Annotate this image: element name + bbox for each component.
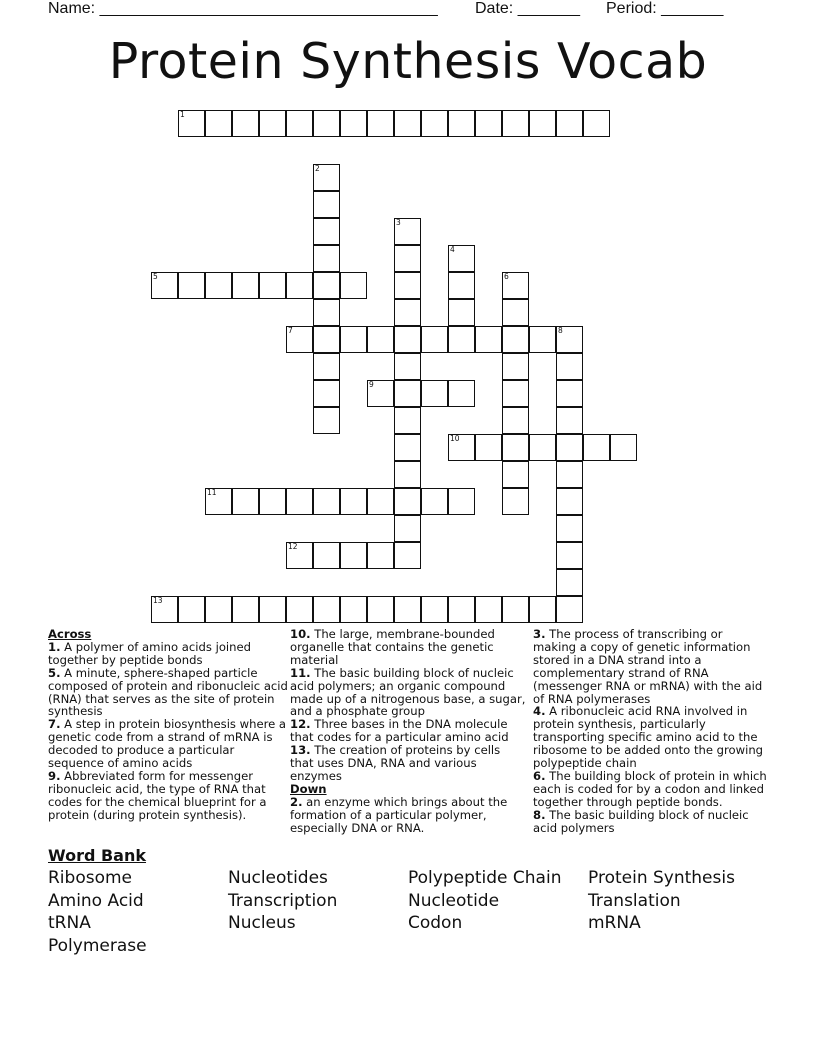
crossword-cell[interactable] (205, 488, 232, 515)
crossword-cell[interactable] (313, 488, 340, 515)
down-heading: Down (290, 781, 327, 796)
crossword-cell[interactable] (205, 596, 232, 623)
crossword-cell[interactable] (475, 434, 502, 461)
word-bank-title: Word Bank (48, 846, 147, 865)
crossword-cell[interactable] (232, 272, 259, 299)
crossword-cell[interactable] (259, 272, 286, 299)
crossword-cell[interactable] (313, 218, 340, 245)
crossword-cell[interactable] (313, 299, 340, 326)
crossword-cell[interactable] (502, 353, 529, 380)
crossword-cell[interactable] (448, 380, 475, 407)
crossword-cell[interactable] (286, 542, 313, 569)
crossword-cell[interactable] (232, 596, 259, 623)
crossword-cell[interactable] (556, 542, 583, 569)
clue-number: 3 (396, 218, 401, 227)
crossword-cell[interactable] (259, 596, 286, 623)
clue-across-12: 12. Three bases in the DNA molecule that codes for a particular amino acid (290, 717, 509, 745)
crossword-cell[interactable] (340, 596, 367, 623)
crossword-cell[interactable] (178, 596, 205, 623)
clue-number: 11 (207, 488, 217, 497)
clue-across-11: 11. The basic building block of nucleic acid polymers; an organic compound made up of a nitrogenous base, a sugar, and a phosphate group (290, 665, 526, 719)
word-bank-item: Polymerase (48, 935, 147, 956)
crossword-cell[interactable] (340, 542, 367, 569)
crossword-cell[interactable] (340, 326, 367, 353)
period-field-label[interactable]: Period: _______ (606, 0, 724, 17)
crossword-cell[interactable] (286, 326, 313, 353)
clue-down-4: 4. A ribonucleic acid RNA involved in protein synthesis, particularly transporting specific amino acid to the ribosome to be added onto the growing polypeptide chain (533, 704, 764, 771)
crossword-cell[interactable] (502, 407, 529, 434)
crossword-cell[interactable] (313, 596, 340, 623)
crossword-cell[interactable] (340, 488, 367, 515)
crossword-cell[interactable] (448, 245, 475, 272)
crossword-cell[interactable] (313, 380, 340, 407)
crossword-cell[interactable] (313, 191, 340, 218)
crossword-cell[interactable] (394, 326, 421, 353)
crossword-cell[interactable] (502, 380, 529, 407)
crossword-cell[interactable] (178, 272, 205, 299)
clue-down-8: 8. The basic building block of nucleic acid polymers (533, 807, 749, 835)
crossword-cell[interactable] (421, 380, 448, 407)
crossword-cell[interactable] (394, 245, 421, 272)
crossword-cell[interactable] (394, 488, 421, 515)
across-heading: Across (48, 627, 92, 641)
crossword-cell[interactable] (556, 515, 583, 542)
crossword-cell[interactable] (583, 110, 610, 137)
crossword-cell[interactable] (475, 596, 502, 623)
crossword-cell[interactable] (313, 407, 340, 434)
crossword-cell[interactable] (394, 272, 421, 299)
word-bank-item: Ribosome (48, 868, 133, 888)
crossword-cell[interactable] (151, 272, 178, 299)
clue-across-13: 13. The creation of proteins by cells that uses DNA, RNA and various enzymes (290, 743, 501, 783)
crossword-cell[interactable] (421, 110, 448, 137)
word-bank (48, 867, 768, 957)
clue-across-9: 9. Abbreviated form for messenger ribonucleic acid, the type of RNA that codes for the chemical blueprint for a protein (during protein synthesis). (48, 768, 267, 822)
clue-number: 5 (153, 272, 158, 281)
clue-number: 2 (315, 164, 320, 173)
crossword-cell[interactable] (502, 326, 529, 353)
crossword-cell[interactable] (178, 110, 205, 137)
crossword-cell[interactable] (340, 110, 367, 137)
crossword-cell[interactable] (367, 542, 394, 569)
crossword-cell[interactable] (313, 110, 340, 137)
crossword-cell[interactable] (448, 488, 475, 515)
clue-number: 1 (180, 110, 185, 119)
clue-number: 4 (450, 245, 455, 254)
crossword-cell[interactable] (313, 272, 340, 299)
crossword-cell[interactable] (448, 299, 475, 326)
crossword-cell[interactable] (556, 326, 583, 353)
crossword-cell[interactable] (367, 488, 394, 515)
crossword-cell[interactable] (421, 488, 448, 515)
word-bank-item: Transcription (228, 890, 338, 911)
crossword-cell[interactable] (394, 218, 421, 245)
crossword-cell[interactable] (232, 110, 259, 137)
crossword-cell[interactable] (394, 596, 421, 623)
crossword-cell[interactable] (556, 110, 583, 137)
name-field-label[interactable]: Name: ______________________________________ (48, 0, 438, 17)
crossword-cell[interactable] (313, 326, 340, 353)
crossword-cell[interactable] (394, 515, 421, 542)
word-bank-item: mRNA (588, 913, 641, 933)
crossword-cell[interactable] (556, 461, 583, 488)
clue-down-3: 3. The process of transcribing or making a copy of genetic information stored in a DNA strand into a complementary strand of RNA (messenger RNA or mRNA) with the aid of RNA polymerases (533, 627, 763, 706)
word-bank-item: tRNA (48, 913, 91, 933)
word-bank-item: Nucleotide (408, 890, 500, 911)
crossword-cell[interactable] (610, 434, 637, 461)
word-bank-item: Nucleus (228, 913, 296, 933)
crossword-cell[interactable] (394, 380, 421, 407)
crossword-cell[interactable] (556, 380, 583, 407)
clue-number: 12 (288, 542, 298, 551)
crossword-cell[interactable] (340, 272, 367, 299)
crossword-cell[interactable] (556, 596, 583, 623)
crossword-cell[interactable] (529, 110, 556, 137)
clue-number: 13 (153, 596, 163, 605)
clues-column-1 (48, 628, 290, 822)
crossword-cell[interactable] (367, 596, 394, 623)
crossword-cell[interactable] (502, 488, 529, 515)
crossword-cell[interactable] (556, 434, 583, 461)
crossword-cell[interactable] (286, 488, 313, 515)
date-field-label[interactable]: Date: _______ (475, 0, 580, 17)
crossword-cell[interactable] (448, 434, 475, 461)
crossword-cell[interactable] (367, 110, 394, 137)
clue-number: 8 (558, 326, 563, 335)
crossword-cell[interactable] (394, 299, 421, 326)
crossword-cell[interactable] (421, 596, 448, 623)
crossword-cell[interactable] (286, 110, 313, 137)
crossword-cell[interactable] (475, 110, 502, 137)
crossword-cell[interactable] (502, 272, 529, 299)
word-bank-item: Protein Synthesis (588, 868, 735, 888)
crossword-cell[interactable] (394, 407, 421, 434)
crossword-cell[interactable] (556, 407, 583, 434)
crossword-cell[interactable] (502, 596, 529, 623)
crossword-cell[interactable] (394, 461, 421, 488)
crossword-cell[interactable] (529, 326, 556, 353)
crossword-cell[interactable] (394, 434, 421, 461)
clue-number: 9 (369, 380, 374, 389)
crossword-cell[interactable] (475, 326, 502, 353)
crossword-cell[interactable] (205, 272, 232, 299)
crossword-cell[interactable] (394, 353, 421, 380)
crossword-cell[interactable] (448, 110, 475, 137)
crossword-cell[interactable] (502, 434, 529, 461)
crossword-cell[interactable] (529, 596, 556, 623)
word-bank-item: Polypeptide Chain (408, 868, 562, 888)
word-bank-item: Codon (408, 913, 463, 933)
clue-number: 10 (450, 434, 460, 443)
crossword-cell[interactable] (286, 272, 313, 299)
word-bank-item: Amino Acid (48, 890, 144, 911)
crossword-cell[interactable] (313, 164, 340, 191)
clues-column-3 (533, 628, 769, 835)
crossword-cell[interactable] (259, 110, 286, 137)
crossword-cell[interactable] (529, 434, 556, 461)
crossword-cell[interactable] (367, 380, 394, 407)
crossword-cell[interactable] (502, 461, 529, 488)
crossword-cell[interactable] (394, 542, 421, 569)
page-title: Protein Synthesis Vocab (108, 33, 708, 90)
clue-number: 7 (288, 326, 293, 335)
crossword-cell[interactable] (583, 434, 610, 461)
crossword-cell[interactable] (313, 353, 340, 380)
clue-across-7: 7. A step in protein biosynthesis where a genetic code from a strand of mRNA is decoded to produce a particular sequence of amino acids (48, 717, 287, 771)
clue-down-2: 2. an enzyme which brings about the formation of a particular polymer, especially DNA or RNA. (290, 794, 508, 835)
crossword-cell[interactable] (556, 488, 583, 515)
crossword-cell[interactable] (448, 596, 475, 623)
crossword-cell[interactable] (448, 272, 475, 299)
crossword-cell[interactable] (502, 299, 529, 326)
crossword-cell[interactable] (367, 326, 394, 353)
crossword-cell[interactable] (556, 569, 583, 596)
clue-down-6: 6. The building block of protein in which each is coded for by a codon and linked together through peptide bonds. (533, 768, 767, 809)
crossword-cell[interactable] (259, 488, 286, 515)
crossword-cell[interactable] (313, 542, 340, 569)
crossword-cell[interactable] (421, 326, 448, 353)
clue-across-5: 5. A minute, sphere-shaped particle composed of protein and ribonucleic acid (RNA) that serves as the site of protein synthesis (48, 665, 288, 719)
crossword-cell[interactable] (394, 110, 421, 137)
crossword-cell[interactable] (313, 245, 340, 272)
crossword-cell[interactable] (205, 110, 232, 137)
crossword-cell[interactable] (286, 596, 313, 623)
crossword-cell[interactable] (556, 353, 583, 380)
word-bank-item: Translation (588, 890, 681, 911)
clues-column-2 (290, 628, 526, 835)
word-bank-item: Nucleotides (228, 868, 328, 888)
clue-across-10: 10. The large, membrane-bounded organelle that contains the genetic material (290, 627, 495, 667)
crossword-cell[interactable] (448, 326, 475, 353)
clue-number: 6 (504, 272, 509, 281)
crossword-cell[interactable] (232, 488, 259, 515)
crossword-cell[interactable] (151, 596, 178, 623)
clue-across-1: 1. A polymer of amino acids joined together by peptide bonds (48, 639, 251, 667)
crossword-cell[interactable] (502, 110, 529, 137)
